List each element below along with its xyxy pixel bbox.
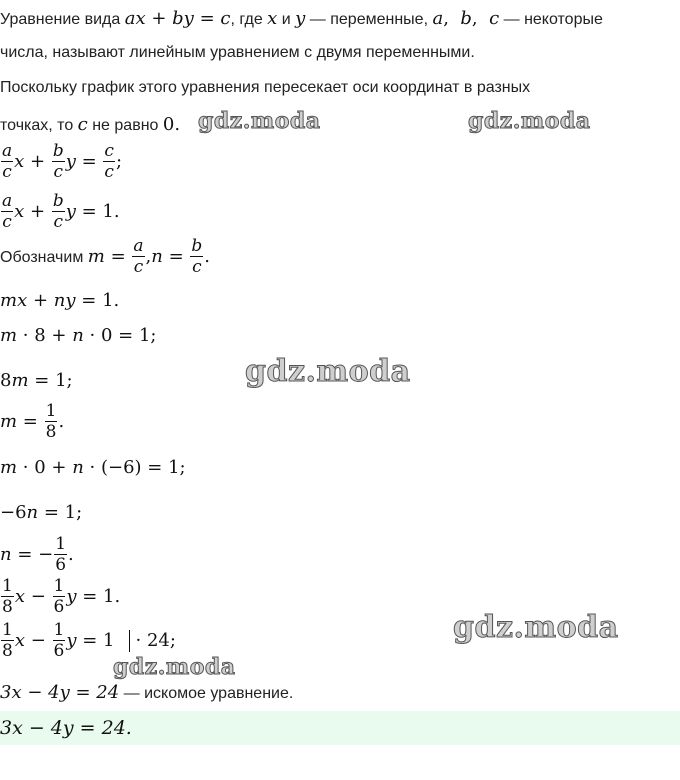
equation-n-value: n = − $\frac{1}{6}$ . bbox=[0, 536, 74, 575]
watermark-logo: gdz.moda bbox=[453, 610, 619, 645]
equation-fractional: $\frac{1}{8}$ x − $\frac{1}{6}$ y = 1. bbox=[2, 576, 121, 617]
designation-line: Обозначим m = $\frac{a}{c}$ ,n = $\frac{b}{c}$ . bbox=[0, 238, 211, 277]
equation-8m: 8m = 1; bbox=[0, 370, 73, 391]
intro-line-2: числа, называют линейным уравнением с двумя переменными. bbox=[0, 44, 475, 61]
equation-divided-by-c: $\frac{a}{c}$ x + $\frac{b}{c}$ y = $\frac{c}{c}$ ; bbox=[2, 141, 123, 182]
divider-bar bbox=[129, 630, 130, 652]
watermark-logo: gdz.moda bbox=[198, 108, 321, 134]
equation-m-value: m = $\frac{1}{8}$ . bbox=[0, 403, 65, 442]
watermark-logo: gdz.moda bbox=[245, 354, 411, 389]
watermark-logo: gdz.moda bbox=[113, 654, 236, 680]
equation-multiply-24: $\frac{1}{8}$ x − $\frac{1}{6}$ y = 1 · 24; bbox=[2, 620, 176, 661]
equation-minus6n: −6n = 1; bbox=[0, 502, 83, 523]
equation-normalized: $\frac{a}{c}$ x + $\frac{b}{c}$ y = 1. bbox=[2, 193, 120, 232]
general-equation: ax + by = c bbox=[124, 8, 231, 29]
watermark-logo: gdz.moda bbox=[468, 108, 591, 134]
answer-equation: 3x − 4y = 24. bbox=[0, 717, 132, 739]
intro-line-1: Уравнение вида ax + by = c, где x и y — переменные, a, b, c — некоторые bbox=[0, 8, 603, 29]
result-line: 3x − 4y = 24 — искомое уравнение. bbox=[0, 682, 294, 703]
equation-point-0-minus6: m · 0 + n · (−6) = 1; bbox=[0, 457, 186, 478]
equation-mx-ny: mx + ny = 1. bbox=[0, 290, 120, 311]
equation-point-8-0: m · 8 + n · 0 = 1; bbox=[0, 325, 157, 346]
answer-box bbox=[0, 711, 680, 745]
intro-line-3: Поскольку график этого уравнения пересекает оси координат в разных bbox=[0, 79, 531, 96]
intro-line-4: точках, то c не равно 0. bbox=[0, 114, 181, 135]
